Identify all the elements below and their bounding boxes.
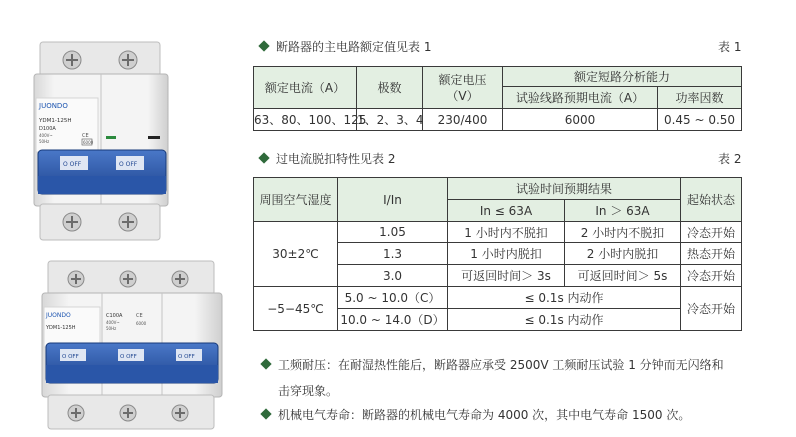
header-start-state: 起始状态 [681, 178, 742, 222]
svg-text:YDM1-125H: YDM1-125H [39, 118, 72, 124]
header-power-factor: 功率因数 [658, 87, 742, 109]
cell-result: ≤ 0.1s 内动作 [448, 287, 681, 309]
cell-start: 冷态开始 [681, 265, 742, 287]
header-gt63: In ＞ 63A [565, 200, 681, 222]
cell-prospective-current: 6000 [503, 109, 658, 131]
svg-text:50Hz: 50Hz [39, 139, 50, 144]
cell-ratio: 1.3 [338, 243, 448, 265]
section1-heading: 断路器的主电路额定值见表 1 [258, 38, 431, 55]
header-prospective-current: 试验线路预期电流（A） [503, 87, 658, 109]
header-ratio: I/In [338, 178, 448, 222]
note-mechanical-life: 机械电气寿命：断路器的机械电气寿命为 4000 次，其中电气寿命 1500 次。 [262, 402, 762, 428]
cell-rated-current: 63、80、100、125 [254, 109, 357, 131]
cell-gt63: 可返回时间＞ 5s [565, 265, 681, 287]
diamond-bullet-icon [258, 40, 269, 51]
tripping-characteristics-table [253, 177, 742, 331]
table-row [254, 222, 742, 243]
cell-ratio: 3.0 [338, 265, 448, 287]
svg-text:400V~: 400V~ [39, 133, 53, 138]
cell-gt63: 2 小时内脱扣 [565, 243, 681, 265]
cell-temp-group2: −5−45℃ [254, 287, 338, 331]
svg-text:C100A: C100A [106, 313, 123, 319]
svg-text:6000: 6000 [136, 321, 147, 326]
cell-start: 冷态开始 [681, 287, 742, 331]
svg-text:D100A: D100A [39, 126, 56, 132]
cell-rated-voltage: 230/400 [423, 109, 503, 131]
svg-text:O OFF: O OFF [63, 161, 82, 168]
svg-text:O OFF: O OFF [178, 354, 195, 360]
svg-text:CE: CE [136, 313, 143, 319]
table-row [254, 109, 742, 131]
brand-logo: JUONDO [46, 312, 71, 319]
header-test-time: 试验时间预期结果 [448, 178, 681, 200]
svg-text:O OFF: O OFF [119, 161, 138, 168]
brand-logo: JUONDO [39, 102, 68, 110]
table1-number: 表 1 [718, 40, 742, 54]
svg-text:CE: CE [82, 133, 89, 139]
header-breaking-capacity: 额定短路分析能力 [503, 67, 742, 87]
header-poles: 极数 [357, 67, 423, 109]
svg-text:O OFF: O OFF [120, 354, 137, 360]
rated-values-table [253, 66, 742, 131]
diamond-bullet-icon [258, 152, 269, 163]
breaker-3p-photo [40, 255, 226, 433]
cell-ratio: 5.0 ~ 10.0（C） [338, 287, 448, 309]
cell-le63: 1 小时内脱扣 [448, 243, 565, 265]
svg-text:50Hz: 50Hz [106, 326, 117, 331]
header-rated-current: 额定电流（A） [254, 67, 357, 109]
svg-text:400V~: 400V~ [106, 320, 120, 325]
svg-text:6000: 6000 [83, 140, 94, 145]
svg-text:YDM1-125H: YDM1-125H [46, 325, 76, 331]
cell-start: 冷态开始 [681, 222, 742, 243]
header-ambient: 周围空气湿度 [254, 178, 338, 222]
note-voltage-withstand: 工频耐压：在耐湿热性能后，断路器应承受 2500V 工频耐压试验 1 分钟而无闪络和 击穿现象。 [262, 352, 762, 404]
table-row [254, 287, 742, 309]
svg-text:O OFF: O OFF [62, 354, 79, 360]
cell-result: ≤ 0.1s 内动作 [448, 309, 681, 331]
cell-start: 热态开始 [681, 243, 742, 265]
cell-power-factor: 0.45 ~ 0.50 [658, 109, 742, 131]
cell-le63: 1 小时内不脱扣 [448, 222, 565, 243]
header-rated-voltage: 额定电压 （V） [423, 67, 503, 109]
diamond-bullet-icon [260, 408, 271, 419]
diamond-bullet-icon [260, 358, 271, 369]
breaker-2p-photo [30, 38, 178, 246]
cell-ratio: 10.0 ~ 14.0（D） [338, 309, 448, 331]
table2-number: 表 2 [718, 152, 742, 166]
cell-gt63: 2 小时内不脱扣 [565, 222, 681, 243]
section2-heading: 过电流脱扣特性见表 2 [258, 150, 395, 167]
cell-ratio: 1.05 [338, 222, 448, 243]
cell-temp-group1: 30±2℃ [254, 222, 338, 287]
cell-le63: 可返回时间＞ 3s [448, 265, 565, 287]
header-le63: In ≤ 63A [448, 200, 565, 222]
cell-poles: 1、2、3、4 [357, 109, 423, 131]
